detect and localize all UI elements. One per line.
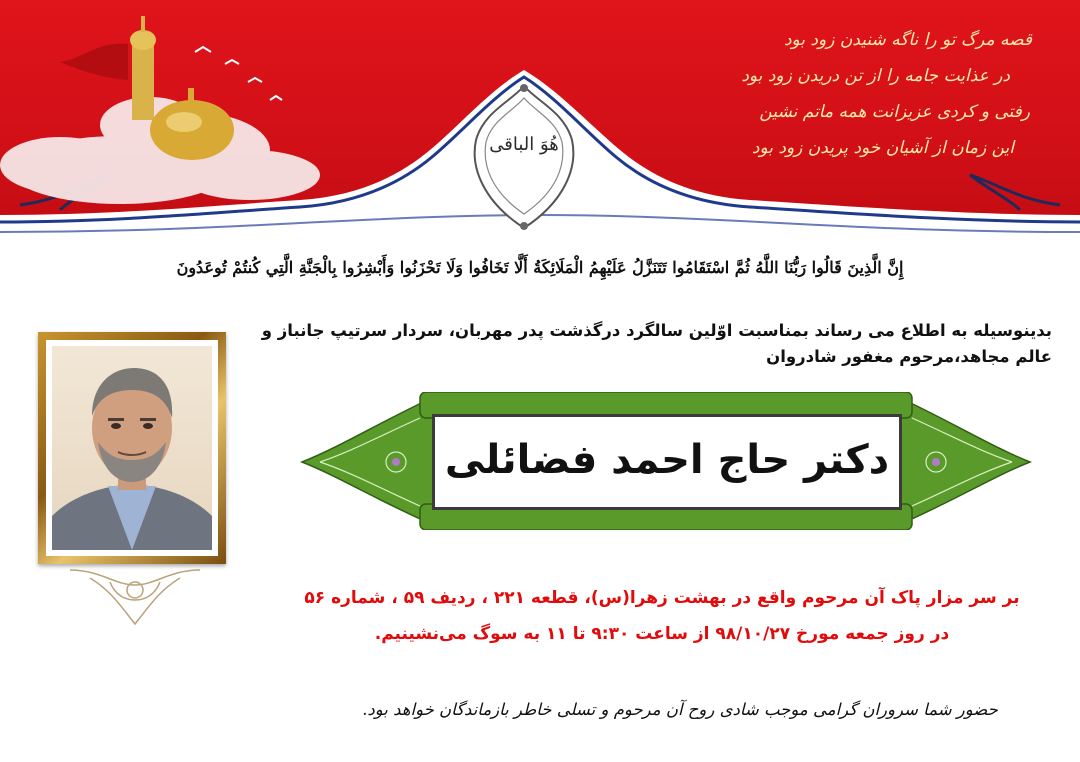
portrait-photo [52, 346, 212, 550]
poem-line: رفتی و کردی عزیزانت همه ماتم نشین [759, 102, 1030, 122]
intro-line: عالم مجاهد،مرحوم مغفور شادروان [766, 347, 1052, 366]
calligraphy-emblem [468, 82, 580, 232]
deceased-name: دکتر حاج احمد فضائلی [444, 437, 890, 483]
footer-note: حضور شما سروران گرامی موجب شادی روح آن مرحوم و تسلی خاطر بازماندگان خواهد بود. [362, 700, 998, 719]
quran-verse: إِنَّ الَّذِينَ قَالُوا رَبُّنَا اللَّهُ ثُمَّ اسْتَقَامُوا تَتَنَزَّلُ عَلَيْهِمُ الْمَلَائِكَةُ أَلَّا تَخَافُوا وَلَا تَحْزَنُوا وَأَبْشِرُوا بِالْجَنَّةِ الَّتِي كُنتُمْ تُوعَدُونَ [176, 258, 904, 277]
details-line: در روز جمعه مورخ ۹۸/۱۰/۲۷ از ساعت ۹:۳۰ تا ۱۱ به سوگ می‌نشینیم. [374, 624, 950, 644]
name-plaque [300, 392, 1032, 530]
portrait-ornament [60, 560, 210, 628]
details-line: بر سر مزار پاک آن مرحوم واقع در بهشت زهرا(س)، قطعه ۲۲۱ ، ردیف ۵۹ ، شماره ۵۶ [304, 588, 1020, 608]
portrait-image [52, 346, 212, 550]
header-banner [0, 0, 1080, 245]
emblem-frame [468, 82, 580, 232]
emblem-text: هُوَ الباقی [489, 134, 559, 155]
intro-line: بدینوسیله به اطلاع می رساند بمناسبت اوّلین سالگرد درگذشت پدر مهربان، سردار سرتیپ جانباز و [261, 321, 1052, 340]
name-box [432, 414, 902, 510]
poem [702, 22, 1032, 166]
ceremony-details [272, 580, 1052, 652]
portrait-mat [46, 340, 218, 556]
poem-line: در عذایت جامه را از تن دریدن زود بود [741, 66, 1010, 86]
poem-line: این زمان از آشیان خود پریدن زود بود [751, 138, 1014, 158]
portrait-frame [38, 332, 226, 564]
poem-line: قصه مرگ تو را ناگه شنیدن زود بود [783, 30, 1032, 50]
intro-text [252, 318, 1052, 370]
